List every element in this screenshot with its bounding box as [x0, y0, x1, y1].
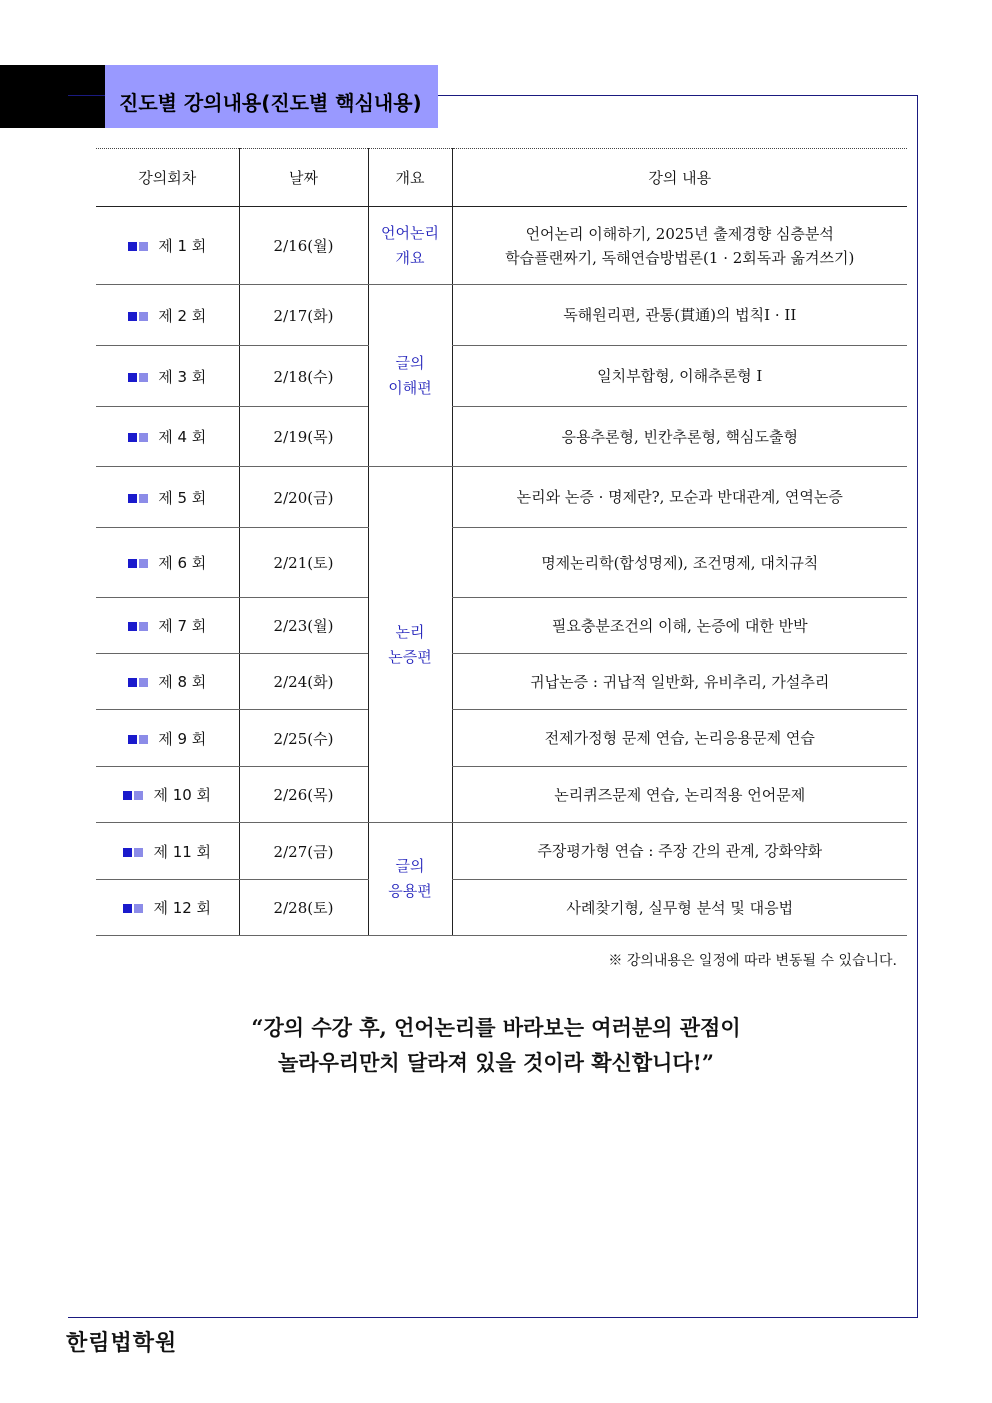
- table-row: [96, 285, 907, 346]
- quote-line-1: “강의 수강 후, 언어논리를 바라보는 여러분의 관점이: [251, 1015, 741, 1040]
- session-cell: [96, 880, 239, 936]
- date-cell: 2/19(목): [239, 407, 368, 467]
- header-session: 강의회차: [96, 149, 239, 207]
- square-dark-icon: [128, 433, 137, 442]
- content-cell: [452, 467, 907, 528]
- square-dark-icon: [128, 678, 137, 687]
- content-line: 학습플랜짜기, 독해연습방법론(1 · 2회독과 옮겨쓰기): [505, 248, 855, 267]
- square-light-icon: [139, 678, 148, 687]
- content-cell: [452, 767, 907, 823]
- square-light-icon: [139, 433, 148, 442]
- content-cell: [452, 407, 907, 467]
- content-line: 귀납논증 : 귀납적 일반화, 유비추리, 가설추리: [530, 672, 830, 691]
- session-label: 제 7 회: [158, 617, 207, 635]
- session-cell: [96, 528, 239, 598]
- square-dark-icon: [128, 373, 137, 382]
- square-light-icon: [134, 904, 143, 913]
- date-cell: 2/20(금): [239, 467, 368, 528]
- session-label: 제 12 회: [153, 899, 212, 917]
- overview-label: 응용편: [388, 882, 432, 900]
- table-row: [96, 207, 907, 285]
- date-cell: 2/27(금): [239, 823, 368, 880]
- session-label: 제 3 회: [158, 367, 207, 386]
- session-cell: [96, 346, 239, 407]
- square-dark-icon: [128, 622, 137, 631]
- session-cell: [96, 407, 239, 467]
- date-cell: 2/23(월): [239, 598, 368, 654]
- content-line: 사례찾기형, 실무형 분석 및 대응법: [566, 898, 794, 917]
- table-row: [96, 528, 907, 598]
- content-line: 언어논리 이해하기, 2025년 출제경향 심층분석: [525, 224, 834, 243]
- square-dark-icon: [128, 494, 137, 503]
- square-dark-icon: [123, 791, 132, 800]
- table-row: [96, 767, 907, 823]
- quote-line-2: 놀라우리만치 달라져 있을 것이라 확신합니다!”: [278, 1050, 714, 1075]
- date-cell: 2/18(수): [239, 346, 368, 407]
- square-light-icon: [139, 559, 148, 568]
- content-line: 독해원리편, 관통(貫通)의 법칙I · II: [563, 306, 797, 324]
- overview-label: 논리: [395, 622, 425, 641]
- content-cell: [452, 207, 907, 285]
- session-cell: [96, 654, 239, 710]
- square-dark-icon: [128, 312, 137, 321]
- academy-logo: 한림법학원: [66, 1331, 178, 1356]
- content-line: 주장평가형 연습 : 주장 간의 관계, 강화약화: [537, 842, 823, 860]
- table-row: [96, 654, 907, 710]
- square-light-icon: [139, 242, 148, 251]
- session-label: 제 6 회: [158, 554, 207, 572]
- content-cell: [452, 880, 907, 936]
- session-label: 제 2 회: [158, 306, 207, 325]
- session-label: 제 8 회: [158, 673, 207, 691]
- square-dark-icon: [128, 735, 137, 744]
- content-cell: [452, 346, 907, 407]
- content-cell: [452, 710, 907, 767]
- square-light-icon: [139, 622, 148, 631]
- content-line: 전제가정형 문제 연습, 논리응용문제 연습: [544, 729, 815, 747]
- overview-label: 글의: [395, 353, 425, 372]
- session-label: 제 1 회: [158, 237, 207, 255]
- square-light-icon: [139, 373, 148, 382]
- header-overview: 개요: [368, 149, 452, 207]
- overview-label: 논증편: [388, 647, 432, 666]
- table-row: [96, 880, 907, 936]
- session-label: 제 9 회: [158, 729, 207, 748]
- session-cell: [96, 767, 239, 823]
- content-line: 일치부합형, 이해추론형 I: [597, 367, 763, 385]
- square-dark-icon: [123, 848, 132, 857]
- closing-quote: [96, 1010, 896, 1080]
- table-header-row: [96, 149, 907, 207]
- square-light-icon: [134, 791, 143, 800]
- overview-cell: [368, 467, 452, 823]
- overview-cell: [368, 285, 452, 467]
- session-label: 제 4 회: [158, 428, 207, 446]
- session-cell: [96, 823, 239, 880]
- content-line: 필요충분조건의 이해, 논증에 대한 반박: [551, 616, 808, 635]
- date-cell: 2/16(월): [239, 207, 368, 285]
- date-cell: 2/21(토): [239, 528, 368, 598]
- date-cell: 2/17(화): [239, 285, 368, 346]
- overview-cell: [368, 207, 452, 285]
- content-cell: [452, 654, 907, 710]
- schedule-note: ※ 강의내용은 일정에 따라 변동될 수 있습니다.: [608, 953, 897, 969]
- session-cell: [96, 467, 239, 528]
- square-dark-icon: [128, 242, 137, 251]
- date-cell: 2/24(화): [239, 654, 368, 710]
- syllabus-table: [96, 148, 907, 936]
- overview-label: 글의: [395, 857, 425, 875]
- content-line: 응용추론형, 빈칸추론형, 핵심도출형: [561, 427, 798, 446]
- square-dark-icon: [123, 904, 132, 913]
- section-title: 진도별 강의내용(진도별 핵심내용): [105, 65, 438, 128]
- table-row: [96, 467, 907, 528]
- header-content: 강의 내용: [452, 149, 907, 207]
- overview-label: 이해편: [388, 378, 432, 397]
- content-cell: [452, 823, 907, 880]
- session-cell: [96, 285, 239, 346]
- overview-cell: [368, 823, 452, 936]
- table-row: [96, 823, 907, 880]
- session-cell: [96, 710, 239, 767]
- header-date: 날짜: [239, 149, 368, 207]
- square-dark-icon: [128, 559, 137, 568]
- date-cell: 2/28(토): [239, 880, 368, 936]
- content-line: 논리퀴즈문제 연습, 논리적용 언어문제: [554, 785, 806, 804]
- session-label: 제 5 회: [158, 488, 207, 507]
- overview-label: 개요: [395, 248, 425, 267]
- overview-label: 언어논리: [381, 223, 439, 242]
- square-light-icon: [139, 494, 148, 503]
- table-row: [96, 407, 907, 467]
- square-light-icon: [134, 848, 143, 857]
- date-cell: 2/25(수): [239, 710, 368, 767]
- content-cell: [452, 285, 907, 346]
- square-light-icon: [139, 735, 148, 744]
- content-line: 논리와 논증 · 명제란?, 모순과 반대관계, 연역논증: [516, 488, 843, 506]
- session-label: 제 10 회: [153, 786, 212, 804]
- session-cell: [96, 207, 239, 285]
- session-label: 제 11 회: [153, 842, 212, 861]
- table-row: [96, 710, 907, 767]
- session-cell: [96, 598, 239, 654]
- content-cell: [452, 598, 907, 654]
- date-cell: 2/26(목): [239, 767, 368, 823]
- square-light-icon: [139, 312, 148, 321]
- content-cell: [452, 528, 907, 598]
- table-row: [96, 598, 907, 654]
- content-line: 명제논리학(합성명제), 조건명제, 대치규칙: [541, 553, 819, 572]
- table-row: [96, 346, 907, 407]
